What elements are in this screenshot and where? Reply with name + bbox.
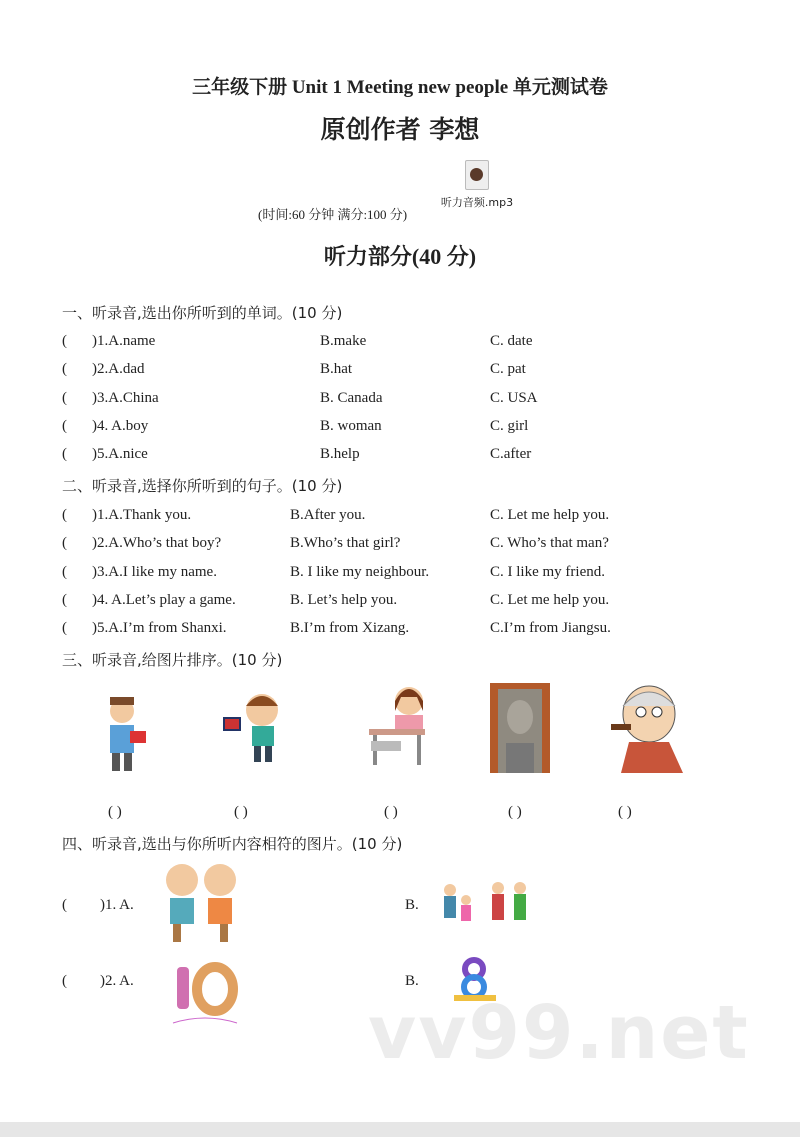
- question-option-c: C. Who’s that man?: [490, 535, 609, 552]
- section-2-heading: 二、听录音,选择你所听到的句子。(10 分): [62, 477, 343, 495]
- order-blank-3[interactable]: ( ): [384, 804, 398, 820]
- answer-paren[interactable]: (: [62, 389, 67, 406]
- picture-boys-shaking-hands: [160, 860, 242, 945]
- q1-option-b-label: B.: [405, 897, 419, 913]
- section-4-heading: 四、听录音,选出与你所听内容相符的图片。(10 分): [62, 835, 403, 853]
- question-option-c: C. Let me help you.: [490, 591, 610, 608]
- section-3-heading: 三、听录音,给图片排序。(10 分): [62, 651, 283, 669]
- picture-girl-at-desk: [365, 683, 440, 768]
- question-option-a: )2.A.Who’s that boy?: [92, 535, 222, 552]
- question-option-b: B. I like my neighbour.: [290, 563, 430, 580]
- question-option-c: C. date: [490, 333, 533, 349]
- answer-paren[interactable]: (: [62, 507, 67, 523]
- order-blank-2[interactable]: ( ): [234, 804, 248, 820]
- question-option-b: B.I’m from Xizang.: [290, 620, 410, 637]
- answer-paren[interactable]: (: [62, 535, 67, 552]
- order-blank-5[interactable]: ( ): [618, 804, 632, 820]
- question-option-a: )5.A.I’m from Shanxi.: [92, 620, 227, 637]
- answer-paren[interactable]: (: [62, 563, 67, 580]
- order-blank-1[interactable]: ( ): [108, 804, 122, 820]
- q1-label: )1. A.: [100, 897, 134, 913]
- answer-paren[interactable]: (: [62, 417, 67, 434]
- answer-paren[interactable]: (: [62, 591, 67, 608]
- answer-paren[interactable]: (: [62, 620, 67, 637]
- picture-terracotta-warrior: [490, 683, 550, 773]
- q2-paren[interactable]: (: [62, 973, 67, 989]
- answer-paren[interactable]: (: [62, 446, 67, 463]
- question-option-c: C.after: [490, 446, 532, 463]
- q2-option-b-label: B.: [405, 973, 419, 989]
- picture-number-10-birthday: [165, 955, 245, 1030]
- question-option-a: )4. A.boy: [92, 417, 149, 434]
- question-option-b: B.After you.: [290, 507, 366, 523]
- picture-people-meeting: [440, 878, 532, 933]
- question-option-c: C. USA: [490, 389, 538, 406]
- question-option-b: B.help: [320, 446, 360, 463]
- author-line: 原创作者 李想: [320, 115, 480, 144]
- picture-old-man-with-pipe: [603, 678, 695, 773]
- question-option-b: B.make: [320, 333, 367, 349]
- question-option-b: B. Let’s help you.: [290, 591, 398, 608]
- answer-paren[interactable]: (: [62, 333, 67, 349]
- audio-file-icon: [465, 160, 489, 190]
- question-option-a: )5.A.nice: [92, 446, 148, 463]
- question-option-c: C.I’m from Jiangsu.: [490, 620, 611, 637]
- question-option-a: )3.A.China: [92, 389, 159, 406]
- picture-boy-with-uk-flag: [222, 690, 292, 765]
- part-title: 听力部分(40 分): [323, 244, 477, 269]
- doc-title: 三年级下册 Unit 1 Meeting new people 单元测试卷: [192, 77, 608, 98]
- question-option-c: C. Let me help you.: [490, 507, 610, 523]
- question-option-c: C. pat: [490, 361, 526, 378]
- audio-file-name: 听力音频.mp3: [440, 196, 514, 209]
- picture-teacher-with-book: [100, 695, 156, 775]
- question-option-b: B. Canada: [320, 389, 383, 406]
- question-option-a: )3.A.I like my name.: [92, 563, 217, 580]
- exam-meta: (时间:60 分钟 满分:100 分): [258, 207, 408, 222]
- order-blank-4[interactable]: ( ): [508, 804, 522, 820]
- audio-attachment[interactable]: [436, 160, 518, 210]
- watermark: vv99.net: [368, 990, 750, 1076]
- question-option-a: )2.A.dad: [92, 361, 145, 378]
- section-1-heading: 一、听录音,选出你所听到的单词。(10 分): [62, 304, 343, 322]
- q2-label: )2. A.: [100, 973, 134, 989]
- question-option-a: )1.A.name: [92, 333, 156, 349]
- q1-paren[interactable]: (: [62, 897, 67, 913]
- question-option-c: C. girl: [490, 417, 529, 434]
- question-option-b: B. woman: [320, 417, 382, 434]
- page-bottom-border: [0, 1122, 800, 1137]
- question-option-c: C. I like my friend.: [490, 563, 605, 580]
- answer-paren[interactable]: (: [62, 361, 67, 378]
- question-option-b: B.hat: [320, 361, 353, 378]
- question-option-a: )4. A.Let’s play a game.: [92, 591, 236, 608]
- question-option-a: )1.A.Thank you.: [92, 507, 192, 523]
- question-option-b: B.Who’s that girl?: [290, 535, 401, 552]
